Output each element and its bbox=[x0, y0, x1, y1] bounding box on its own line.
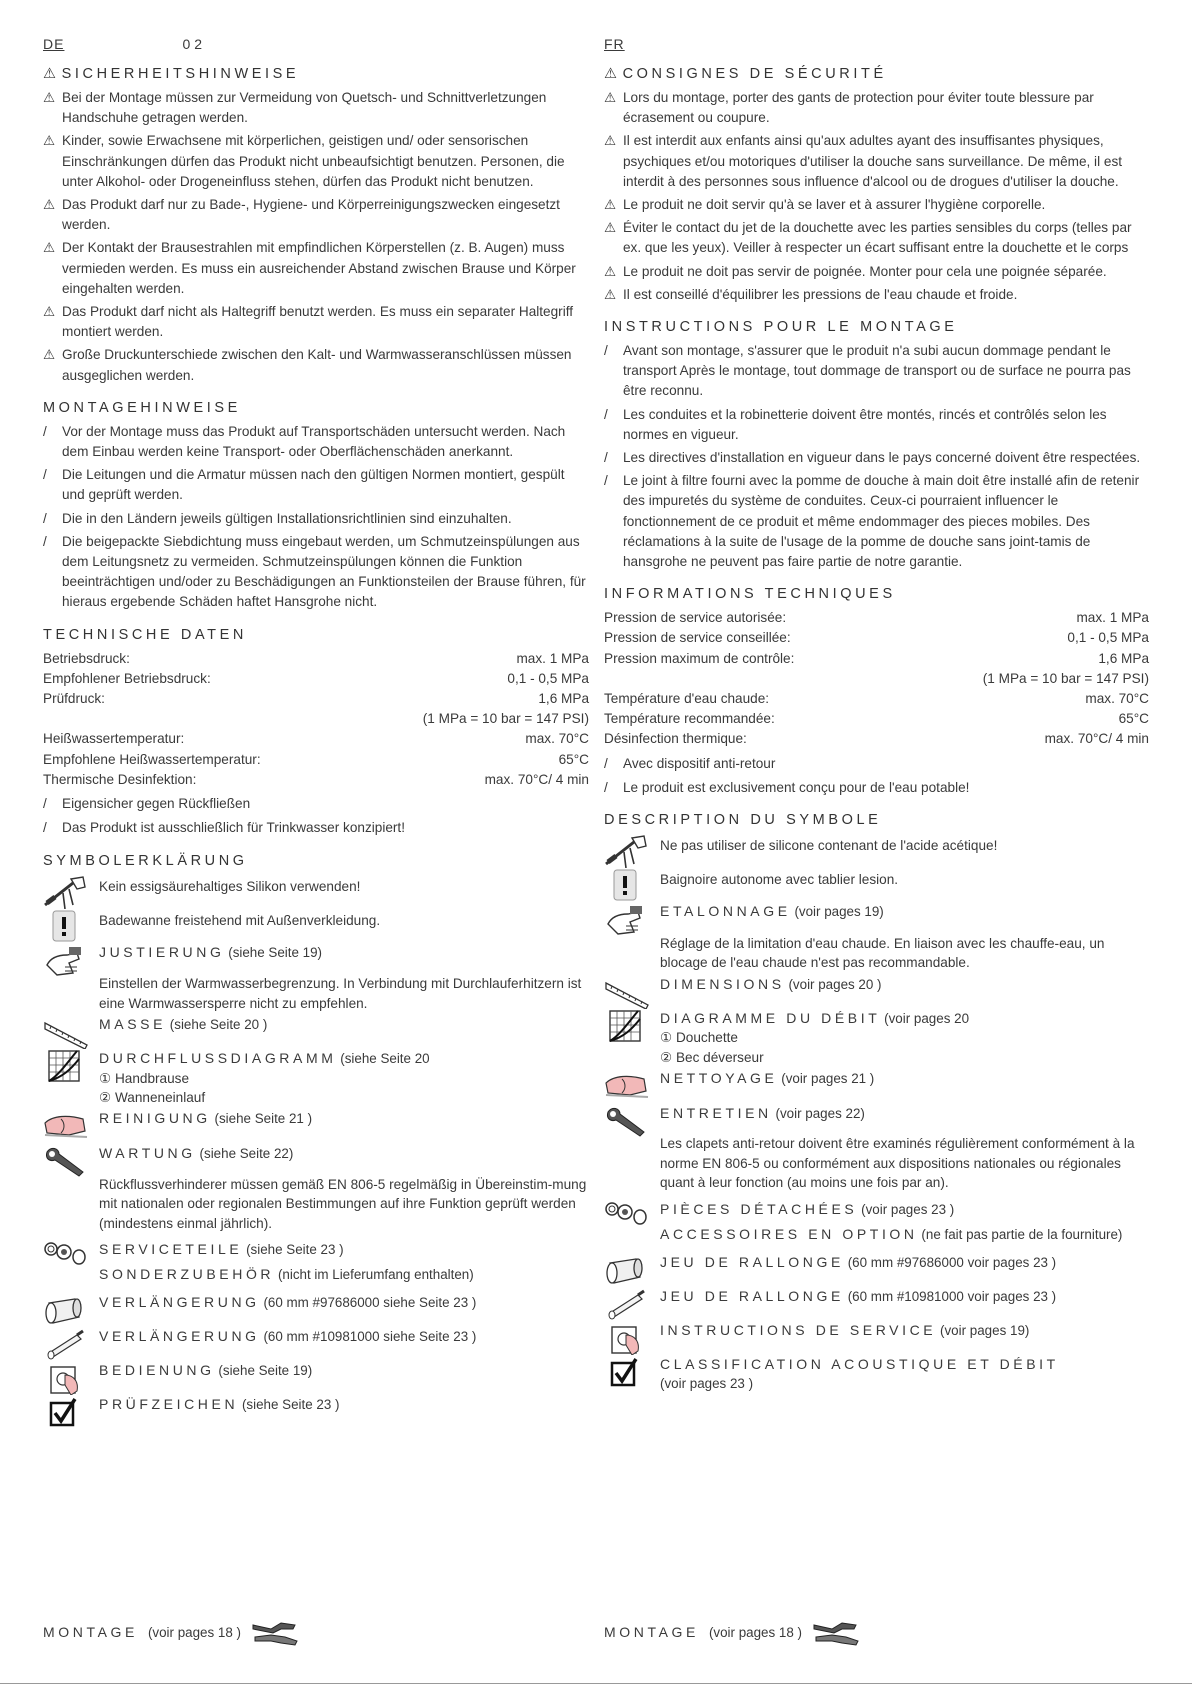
tech-row: Heißwassertemperatur: max. 70°C bbox=[43, 731, 589, 747]
mounting-item: / Les directives d'installation en vigueur dans le pays concerné doivent être respectées. bbox=[604, 450, 1141, 466]
warning-icon: ⚠ bbox=[604, 133, 617, 149]
symbol-bathtub: Badewanne freistehend mit Außenverkleidung. bbox=[43, 909, 589, 943]
bathtub-panel-icon bbox=[43, 909, 89, 943]
extension-tube-icon bbox=[604, 1287, 650, 1321]
ruler-icon bbox=[604, 975, 650, 1009]
symbol-maintenance: ENTRETIEN (voir pages 22) Les clapets anti-retour doivent être examinés régulièrement conformément à la norme EN 806-5 ou conformément aux dispositions nationales ou régionales quant à leur fonction (au moins une fois par an). bbox=[604, 1104, 1149, 1193]
symbol-silicone: Kein essigsäurehaltiges Silikon verwenden! bbox=[43, 875, 589, 909]
silicone-gun-icon bbox=[604, 834, 650, 868]
tech-note: / Avec dispositif anti-retour bbox=[604, 755, 776, 771]
hand-adjust-icon bbox=[604, 902, 650, 936]
mounting-item: / Die beigepackte Siebdichtung muss eingebaut werden, um Schmutzeinspülungen aus dem Leitungsnetz zu vermeiden. Schmutzeinspülungen können die Funktion beeinträchtigen und/oder zu Beschädigungen an Funktionsteilen der Brause führen, für hieraus ergebende Schäden haftet Hansgrohe nicht. bbox=[43, 533, 586, 610]
symbol-flow: DIAGRAMME DU DÉBIT (voir pages 20 ① Douchette ② Bec déverseur bbox=[604, 1009, 1149, 1069]
symbol-operation: BEDIENUNG (siehe Seite 19) bbox=[43, 1361, 589, 1395]
symbol-extension-1: JEU DE RALLONGE (60 mm #97686000 voir pages 23 ) bbox=[604, 1253, 1149, 1287]
ruler-icon bbox=[43, 1015, 89, 1049]
symbol-extension-2: JEU DE RALLONGE (60 mm #10981000 voir pages 23 ) bbox=[604, 1287, 1149, 1321]
warning-icon: ⚠ bbox=[604, 66, 621, 82]
tech-row: Température recommandée: 65°C bbox=[604, 711, 1149, 727]
mounting-item: / Die in den Ländern jeweils gültigen Installationsrichtlinien sind einzuhalten. bbox=[43, 510, 512, 526]
warning-icon: ⚠ bbox=[43, 197, 56, 213]
safety-item: ⚠ Kinder, sowie Erwachsene mit körperlichen, geistigen und/ oder sensorischen Einschränkungen dürfen das Produkt nicht unbeaufsichtigt benutzen. Personen, die unter Alkohol- oder Drogeneinfluss stehen, dürfen das Produkt nicht benutzen. bbox=[43, 133, 565, 189]
warning-icon: ⚠ bbox=[604, 263, 617, 279]
tech-row: Prüfdruck: 1,6 MPa bbox=[43, 691, 589, 707]
safety-item: ⚠ Der Kontakt der Brausestrahlen mit empfindlichen Körperstellen (z. B. Augen) muss vermieden werden. Es muss ein ausreichender Abstand zwischen Brause und Körper eingehalten werden. bbox=[43, 240, 576, 296]
warning-icon: ⚠ bbox=[43, 133, 56, 149]
tech-row: Empfohlener Betriebsdruck: 0,1 - 0,5 MPa bbox=[43, 670, 589, 686]
symbol-dimensions: DIMENSIONS (voir pages 20 ) bbox=[604, 975, 1149, 1009]
safety-heading: ⚠ SICHERHEITSHINWEISE bbox=[43, 66, 300, 82]
symbol-adjust: JUSTIERUNG (siehe Seite 19) Einstellen der Warmwasserbegrenzung. In Verbindung mit Durchlauferhitzern ist eine Warmwassersperre nicht zu empfehlen. bbox=[43, 943, 589, 1014]
safety-heading: ⚠ CONSIGNES DE SÉCURITÉ bbox=[604, 66, 887, 82]
tech-row: Empfohlene Heißwassertemperatur: 65°C bbox=[43, 751, 589, 767]
tech-row: Pression de service conseillée: 0,1 - 0,5 MPa bbox=[604, 630, 1149, 646]
mounting-item: / Die Leitungen und die Armatur müssen nach den gültigen Normen montiert, gespült und geprüft werden. bbox=[43, 467, 565, 503]
column-de bbox=[43, 30, 589, 1429]
symbol-cleaning: REINIGUNG (siehe Seite 21 ) bbox=[43, 1109, 589, 1144]
symbol-flow: DURCHFLUSSDIAGRAMM (siehe Seite 20 ① Handbrause ② Wanneneinlauf bbox=[43, 1049, 589, 1109]
checkbox-icon bbox=[43, 1395, 89, 1429]
tech-row: (1 MPa = 10 bar = 147 PSI) bbox=[422, 711, 589, 727]
tech-row: Température d'eau chaude: max. 70°C bbox=[604, 691, 1149, 707]
safety-item: ⚠ Das Produkt darf nur zu Bade-, Hygiene- und Körperreinigungszwecken eingesetzt werden. bbox=[43, 197, 560, 233]
montage-footer-de: MONTAGE (voir pages 18 ) bbox=[43, 1615, 299, 1649]
montage-tools-icon bbox=[812, 1615, 860, 1649]
extension-icon bbox=[604, 1253, 650, 1287]
tech-row: Betriebsdruck: max. 1 MPa bbox=[43, 650, 589, 666]
safety-item: ⚠ Das Produkt darf nicht als Haltegriff benutzt werden. Es muss ein separater Haltegriff montiert werden. bbox=[43, 304, 574, 340]
page-header bbox=[43, 30, 589, 52]
symbol-bathtub: Baignoire autonome avec tablier lesion. bbox=[604, 868, 1149, 902]
tech-table bbox=[604, 608, 1149, 749]
page-number: 02 bbox=[182, 36, 207, 52]
language-label: FR bbox=[604, 36, 625, 52]
safety-item: ⚠ Lors du montage, porter des gants de protection pour éviter toute blessure par écrasement ou coupure. bbox=[604, 90, 1094, 126]
tech-note: / Le produit est exclusivement conçu pour de l'eau potable! bbox=[604, 779, 970, 795]
silicone-gun-icon bbox=[43, 875, 89, 909]
safety-item: ⚠ Il est interdit aux enfants ainsi qu'aux adultes ayant des insuffisantes physiques, psychiques et/ou motoriques d'utiliser la douche sans surveillance. De même, il est interdit à des personnes sous influence d'alcool ou de drogues d'utiliser la douche. bbox=[604, 133, 1123, 189]
safety-item: ⚠ Éviter le contact du jet de la douchette avec les parties sensibles du corps (telles par ex. que les yeux). Veiller à respecter un écart suffisant entre la douchette et le corps bbox=[604, 220, 1132, 256]
symbol-maintenance: WARTUNG (siehe Seite 22) Rückflussverhinderer müssen gemäß EN 806-5 regelmäßig in Übereinstim-mung mit nationalen oder regionalen Bestimmungen auf ihre Funktion geprüft werden (mindestens einmal jährlich). bbox=[43, 1144, 589, 1233]
column-fr bbox=[604, 30, 1149, 1394]
tech-heading: INFORMATIONS TECHNIQUES bbox=[604, 586, 896, 603]
tech-row: Pression maximum de contrôle: 1,6 MPa bbox=[604, 650, 1149, 666]
warning-icon: ⚠ bbox=[604, 286, 617, 302]
montage-footer-fr: MONTAGE (voir pages 18 ) bbox=[604, 1615, 860, 1649]
symbol-dimensions: MASSE (siehe Seite 20 ) bbox=[43, 1015, 589, 1049]
checkbox-icon bbox=[604, 1355, 650, 1389]
language-label: DE bbox=[43, 36, 65, 52]
symbol-cleaning: NETTOYAGE (voir pages 21 ) bbox=[604, 1069, 1149, 1104]
warning-icon: ⚠ bbox=[43, 66, 60, 82]
operation-hand-icon bbox=[604, 1321, 650, 1355]
symbol-adjust: ETALONNAGE (voir pages 19) Réglage de la limitation d'eau chaude. En liaison avec les chauffe-eau, un blocage de l'eau chaude n'est pas recommandable. bbox=[604, 902, 1149, 973]
mounting-item: / Le joint à filtre fourni avec la pomme de douche à main doit être installé afin de retenir des impuretés du système de conduites. Ceux-ci pourraient influencer le fonctionnement de ce produit et même endommager des pieces mobiles. Des réclamations à la suite de l'usage de la pomme de douche sans joint-tamis de hansgrohe ne peuvent pas faire partie de notre garantie. bbox=[604, 473, 1140, 570]
warning-icon: ⚠ bbox=[43, 240, 56, 256]
spare-parts-icon bbox=[604, 1197, 650, 1231]
mounting-heading: MONTAGEHINWEISE bbox=[43, 399, 241, 416]
montage-tools-icon bbox=[251, 1615, 299, 1649]
tech-row: Thermische Desinfektion: max. 70°C/ 4 min bbox=[43, 771, 589, 787]
safety-item: ⚠ Bei der Montage müssen zur Vermeidung von Quetsch- und Schnittverletzungen Handschuhe getragen werden. bbox=[43, 90, 547, 126]
extension-icon bbox=[43, 1293, 89, 1327]
symbol-extension-2: VERLÄNGERUNG (60 mm #10981000 siehe Seite 23 ) bbox=[43, 1327, 589, 1361]
symbol-silicone: Ne pas utiliser de silicone contenant de l'acide acétique! bbox=[604, 834, 1149, 868]
symbol-test-mark: CLASSIFICATION ACOUSTIQUE ET DÉBIT (voir pages 23 ) bbox=[604, 1355, 1149, 1394]
tech-row: Désinfection thermique: max. 70°C/ 4 min bbox=[604, 731, 1149, 747]
spare-parts-icon bbox=[43, 1237, 89, 1271]
flow-diagram-icon bbox=[43, 1049, 89, 1083]
warning-icon: ⚠ bbox=[43, 90, 56, 105]
mounting-item: / Avant son montage, s'assurer que le produit n'a subi aucun dommage pendant le transport Après le montage, tout dommage de transport ou de surface ne pourra pas être reconnu. bbox=[604, 343, 1131, 399]
warning-icon: ⚠ bbox=[604, 90, 617, 105]
flow-diagram-icon bbox=[604, 1009, 650, 1043]
tech-row: (1 MPa = 10 bar = 147 PSI) bbox=[982, 670, 1149, 686]
safety-item: ⚠ Le produit ne doit servir qu'à se laver et à assurer l'hygiène corporelle. bbox=[604, 195, 1149, 215]
tech-table bbox=[43, 649, 589, 790]
symbol-extension-1: VERLÄNGERUNG (60 mm #97686000 siehe Seite 23 ) bbox=[43, 1293, 589, 1327]
page-bottom-rule bbox=[0, 1683, 1192, 1684]
mounting-heading: INSTRUCTIONS POUR LE MONTAGE bbox=[604, 319, 958, 336]
safety-item: ⚠ Le produit ne doit pas servir de poignée. Monter pour cela une poignée séparée. bbox=[604, 262, 1149, 282]
wrench-icon bbox=[604, 1104, 650, 1138]
symbol-operation: INSTRUCTIONS DE SERVICE (voir pages 19) bbox=[604, 1321, 1149, 1355]
tech-note: / Das Produkt ist ausschließlich für Trinkwasser konzipiert! bbox=[43, 820, 405, 836]
cleaning-hand-icon bbox=[43, 1109, 89, 1143]
tech-row: Pression de service autorisée: max. 1 MPa bbox=[604, 610, 1149, 626]
warning-icon: ⚠ bbox=[604, 220, 617, 236]
cleaning-hand-icon bbox=[604, 1069, 650, 1103]
mounting-item: / Vor der Montage muss das Produkt auf Transportschäden untersucht werden. Nach dem Einbau werden keine Transport- oder Oberflächenschäden anerkannt. bbox=[43, 423, 566, 460]
symbol-spare-parts: PIÈCES DÉTACHÉES (voir pages 23 ) ACCESSOIRES EN OPTION (ne fait pas partie de la fourniture) bbox=[604, 1197, 1149, 1247]
mounting-item: / Les conduites et la robinetterie doivent être montés, rincés et contrôlés selon les normes en vigueur. bbox=[604, 406, 1107, 442]
symbols-heading: SYMBOLERKLÄRUNG bbox=[43, 852, 248, 869]
warning-icon: ⚠ bbox=[43, 304, 56, 320]
bathtub-panel-icon bbox=[604, 868, 650, 902]
hand-adjust-icon bbox=[43, 943, 89, 977]
warning-icon: ⚠ bbox=[604, 197, 617, 213]
operation-hand-icon bbox=[43, 1361, 89, 1395]
symbols-heading: DESCRIPTION DU SYMBOLE bbox=[604, 812, 882, 829]
tech-heading: TECHNISCHE DATEN bbox=[43, 626, 247, 643]
safety-item: ⚠ Il est conseillé d'équilibrer les pressions de l'eau chaude et froide. bbox=[604, 285, 1149, 305]
warning-icon: ⚠ bbox=[43, 347, 56, 363]
tech-note: / Eigensicher gegen Rückfließen bbox=[43, 796, 251, 812]
extension-tube-icon bbox=[43, 1327, 89, 1361]
symbol-spare-parts: SERVICETEILE (siehe Seite 23 ) SONDERZUBEHÖR (nicht im Lieferumfang enthalten) bbox=[43, 1237, 589, 1287]
safety-item: ⚠ Große Druckunterschiede zwischen den Kalt- und Warmwasseranschlüssen müssen ausgeglichen werden. bbox=[43, 347, 572, 383]
symbol-test-mark: PRÜFZEICHEN (siehe Seite 23 ) bbox=[43, 1395, 589, 1429]
wrench-icon bbox=[43, 1144, 89, 1178]
page-header bbox=[604, 30, 1149, 52]
